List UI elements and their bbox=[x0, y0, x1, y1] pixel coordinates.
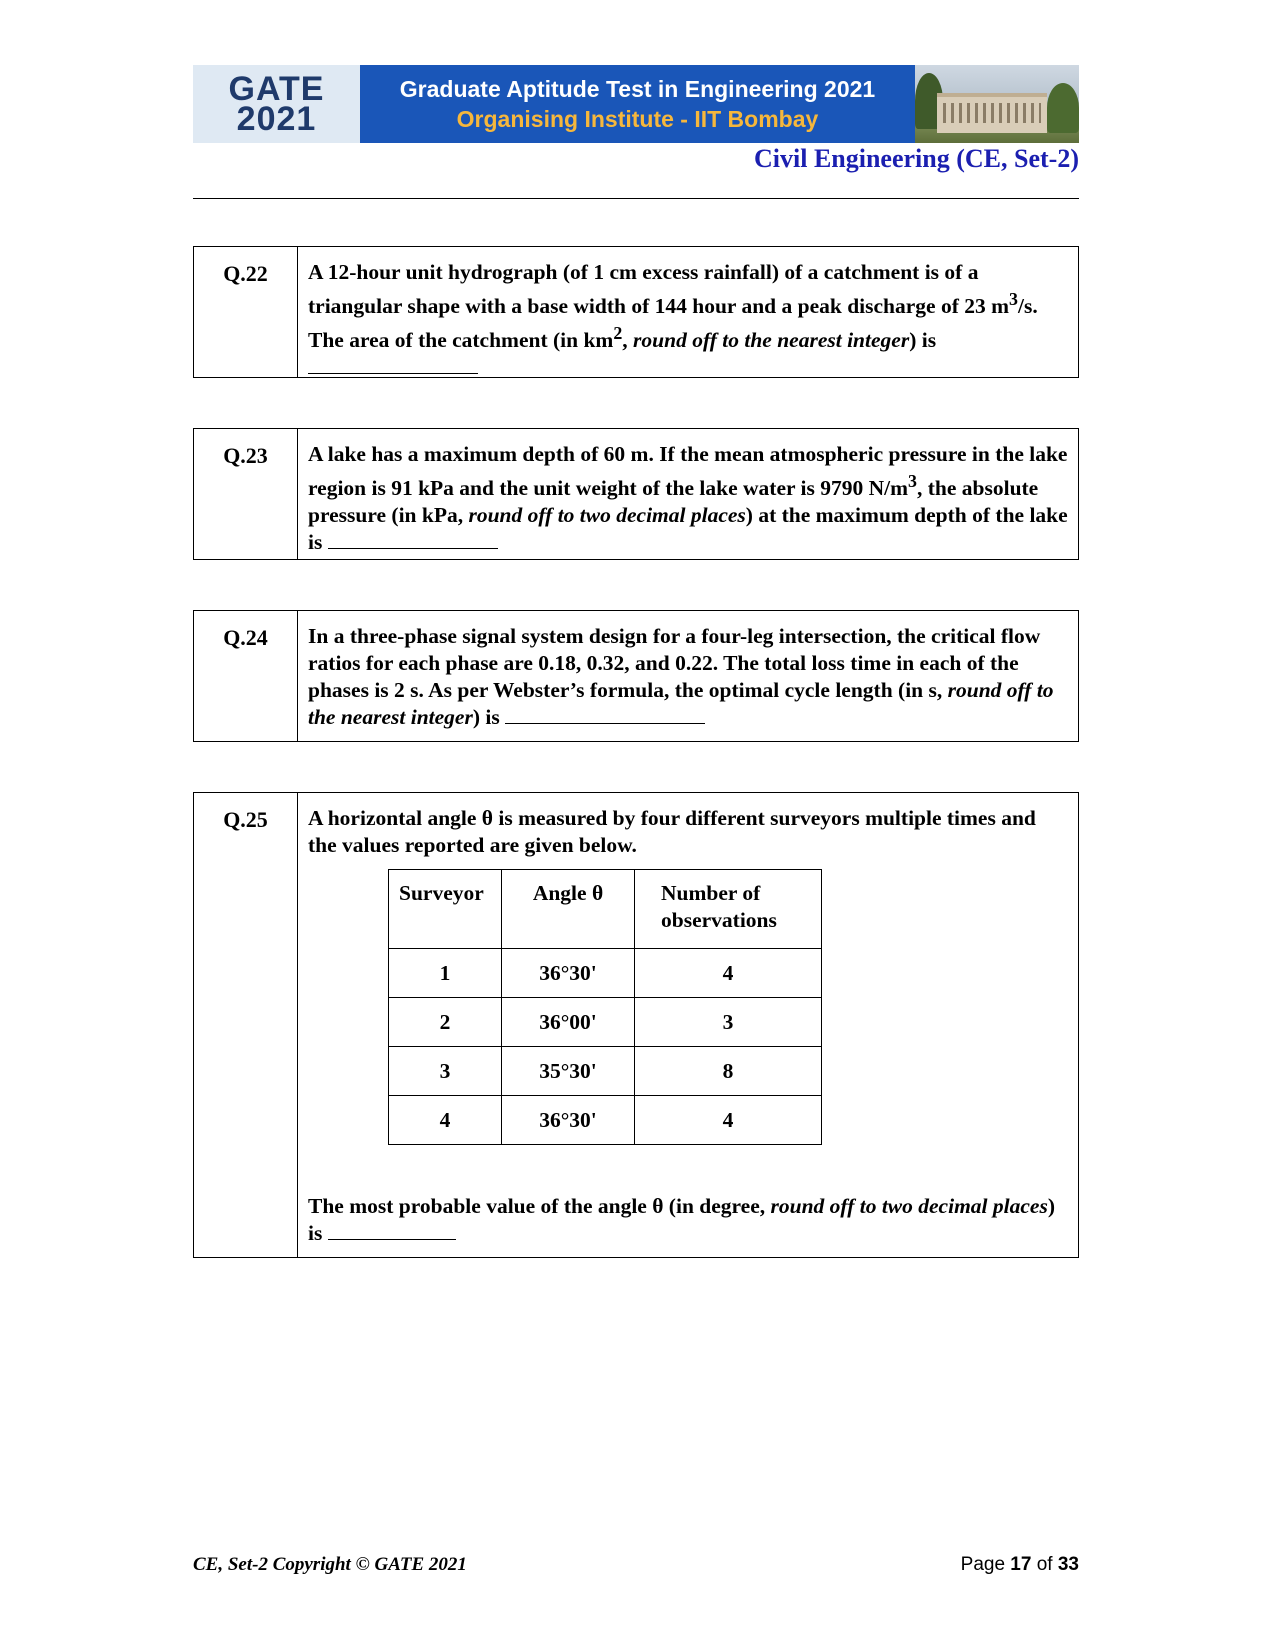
table-row bbox=[389, 998, 822, 1047]
cell-angle: 36°30' bbox=[502, 949, 635, 998]
tree-graphic-right bbox=[1047, 83, 1079, 133]
table-row bbox=[389, 1047, 822, 1096]
text-part: /s. The area of the catchment (in km bbox=[308, 294, 1038, 353]
observations-table bbox=[388, 869, 822, 1145]
question-22 bbox=[193, 246, 1079, 378]
cell-angle: 35°30' bbox=[502, 1047, 635, 1096]
cell-count: 8 bbox=[635, 1047, 822, 1096]
cell-surveyor: 1 bbox=[389, 949, 502, 998]
answer-blank[interactable] bbox=[308, 355, 478, 374]
header-divider bbox=[193, 198, 1079, 199]
question-text bbox=[298, 793, 1078, 1257]
page-total: 33 bbox=[1057, 1554, 1079, 1575]
question-number: Q.25 bbox=[194, 793, 298, 1257]
superscript: 3 bbox=[908, 471, 917, 491]
subject-title: Civil Engineering (CE, Set-2) bbox=[754, 144, 1079, 173]
question-24 bbox=[193, 610, 1079, 742]
italic-instruction: round off to the nearest integer bbox=[633, 328, 910, 353]
question-closing bbox=[308, 1193, 1068, 1247]
question-number: Q.23 bbox=[194, 429, 298, 559]
cell-angle: 36°30' bbox=[502, 1096, 635, 1145]
header-observations: Number of observations bbox=[635, 870, 822, 949]
text-part: , bbox=[622, 328, 634, 353]
header-angle: Angle θ bbox=[502, 870, 635, 949]
organiser-subtitle: Organising Institute - IIT Bombay bbox=[456, 106, 819, 132]
page-current: 17 bbox=[1010, 1554, 1032, 1575]
italic-instruction: round off to the nearest integer bbox=[308, 678, 1054, 729]
superscript: 3 bbox=[1009, 289, 1018, 309]
cell-count: 4 bbox=[635, 949, 822, 998]
cell-surveyor: 4 bbox=[389, 1096, 502, 1145]
table-row bbox=[389, 949, 822, 998]
question-25 bbox=[193, 792, 1079, 1258]
cell-count: 4 bbox=[635, 1096, 822, 1145]
answer-blank[interactable] bbox=[328, 1221, 456, 1240]
question-23 bbox=[193, 428, 1079, 560]
answer-blank[interactable] bbox=[505, 705, 705, 724]
logo-line1: GATE bbox=[228, 70, 325, 108]
question-text bbox=[298, 611, 1078, 741]
text-part: A lake has a maximum depth of 60 m. If the mean atmospheric pressure in the lake region is 91 kPa and the unit weight of the lake water is 9790 N/m bbox=[308, 442, 1068, 501]
title-box bbox=[360, 65, 915, 143]
footer-copyright: CE, Set-2 Copyright © GATE 2021 bbox=[193, 1554, 467, 1575]
text-part: A 12-hour unit hydrograph (of 1 cm excess rainfall) of a catchment is of a triangular shape with a base width of 144 hour and a peak discharge of 23 m bbox=[308, 260, 1010, 319]
text-part: ) at the maximum depth of the lake is bbox=[308, 503, 1068, 555]
text-part: ) is bbox=[308, 1194, 1055, 1245]
logo-line2: 2021 bbox=[236, 100, 317, 138]
table-row bbox=[389, 1096, 822, 1145]
gate-logo bbox=[193, 65, 360, 143]
question-number: Q.22 bbox=[194, 247, 298, 377]
table-header-row bbox=[389, 870, 822, 949]
italic-instruction: round off to two decimal places bbox=[770, 1194, 1048, 1218]
text-part: ) is bbox=[909, 328, 937, 353]
cell-surveyor: 3 bbox=[389, 1047, 502, 1096]
header-banner bbox=[193, 65, 1079, 143]
page-of: of bbox=[1036, 1554, 1053, 1575]
text-part: ) is bbox=[472, 705, 500, 729]
superscript: 2 bbox=[613, 323, 623, 344]
text-part: The most probable value of the angle θ (in degree, bbox=[308, 1194, 771, 1218]
cell-surveyor: 2 bbox=[389, 998, 502, 1047]
cell-angle: 36°00' bbox=[502, 998, 635, 1047]
question-number: Q.24 bbox=[194, 611, 298, 741]
text-part: , the absolute pressure (in kPa, bbox=[308, 476, 1039, 528]
question-text bbox=[298, 429, 1078, 559]
question-text bbox=[298, 247, 1078, 377]
question-intro: A horizontal angle θ is measured by four different surveyors multiple times and the values reported are given below. bbox=[308, 806, 1036, 857]
cell-count: 3 bbox=[635, 998, 822, 1047]
answer-blank[interactable] bbox=[328, 530, 498, 549]
text-part: In a three-phase signal system design for a four-leg intersection, the critical flow ratios for each phase are 0.18, 0.32, and 0.22. The total loss time in each of the phases is 2 s. As per Webster’s formula, the optimal cycle length (in s, bbox=[308, 624, 1041, 702]
campus-photo bbox=[915, 65, 1079, 143]
header-surveyor: Surveyor bbox=[389, 870, 502, 949]
exam-title: Graduate Aptitude Test in Engineering 2021 bbox=[399, 76, 876, 102]
windows-graphic bbox=[943, 103, 1041, 123]
page-label: Page bbox=[960, 1554, 1006, 1575]
footer-page-number bbox=[961, 1554, 1079, 1576]
italic-instruction: round off to two decimal places bbox=[468, 503, 746, 528]
